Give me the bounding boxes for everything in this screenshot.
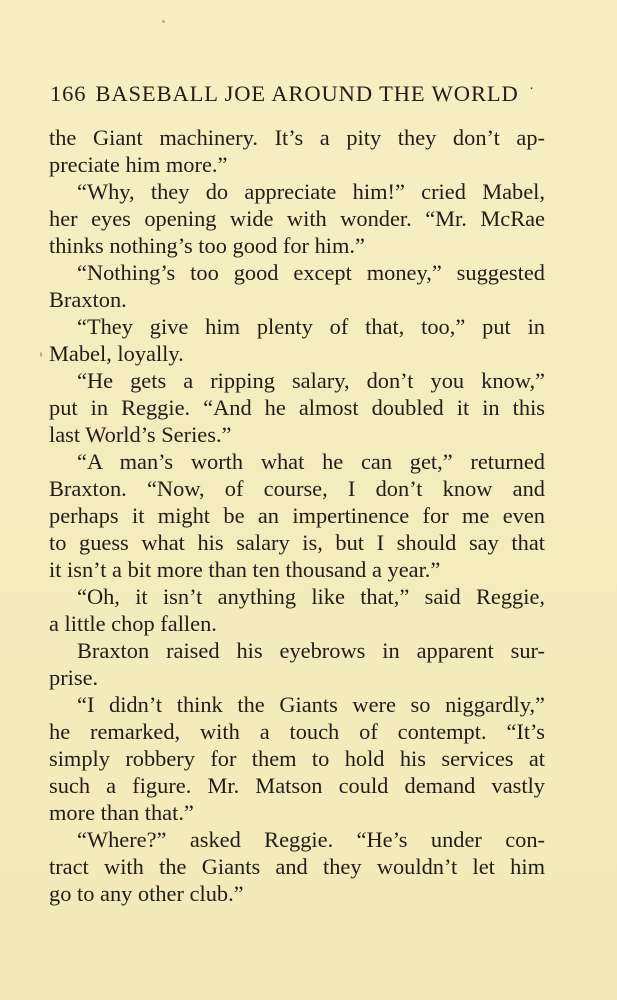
text-line: he remarked, with a touch of contempt. “It’s: [49, 719, 545, 744]
text-line: thinks nothing’s too good for him.”: [49, 233, 365, 258]
text-line: “They give him plenty of that, too,” put in: [77, 314, 545, 339]
text-line: Braxton.: [49, 287, 127, 312]
paper-speck: [40, 352, 42, 357]
text-line: “Why, they do appreciate him!” cried Mabel,: [77, 179, 545, 204]
text-line: last World’s Series.”: [49, 422, 232, 447]
text-line: “I didn’t think the Giants were so niggardly,”: [77, 692, 545, 717]
text-line: it isn’t a bit more than ten thousand a year.”: [49, 557, 441, 582]
text-line: “Oh, it isn’t anything like that,” said Reggie,: [77, 584, 545, 609]
text-line: simply robbery for them to hold his services at: [49, 746, 545, 771]
page-number: 166: [50, 81, 87, 106]
text-line: her eyes opening wide with wonder. “Mr. McRae: [49, 206, 545, 231]
text-line: tract with the Giants and they wouldn’t let him: [49, 854, 545, 879]
text-line: to guess what his salary is, but I should say that: [49, 530, 545, 555]
running-title: BASEBALL JOE AROUND THE WORLD: [95, 81, 519, 106]
running-header: [50, 79, 550, 113]
text-line: the Giant machinery. It’s a pity they don’t ap-: [49, 125, 545, 150]
text-line: “He gets a ripping salary, don’t you know,”: [77, 368, 545, 393]
text-line: preciate him more.”: [49, 152, 228, 177]
text-line: go to any other club.”: [49, 881, 244, 906]
text-line: such a figure. Mr. Matson could demand vastly: [49, 773, 545, 798]
text-line: Braxton raised his eyebrows in apparent sur-: [77, 638, 545, 663]
text-line: “Where?” asked Reggie. “He’s under con-: [77, 827, 545, 852]
header-mark: ·: [529, 82, 535, 97]
text-line: Braxton. “Now, of course, I don’t know and: [49, 476, 545, 501]
text-line: “Nothing’s too good except money,” suggested: [77, 260, 545, 285]
paper-speck: [162, 20, 165, 23]
text-line: perhaps it might be an impertinence for me even: [49, 503, 545, 528]
text-line: more than that.”: [49, 800, 194, 825]
text-line: “A man’s worth what he can get,” returned: [77, 449, 545, 474]
text-line: Mabel, loyally.: [49, 341, 184, 366]
text-line: a little chop fallen.: [49, 611, 217, 636]
text-line: prise.: [49, 665, 99, 690]
body-text: [49, 124, 545, 907]
text-line: put in Reggie. “And he almost doubled it in this: [49, 395, 545, 420]
